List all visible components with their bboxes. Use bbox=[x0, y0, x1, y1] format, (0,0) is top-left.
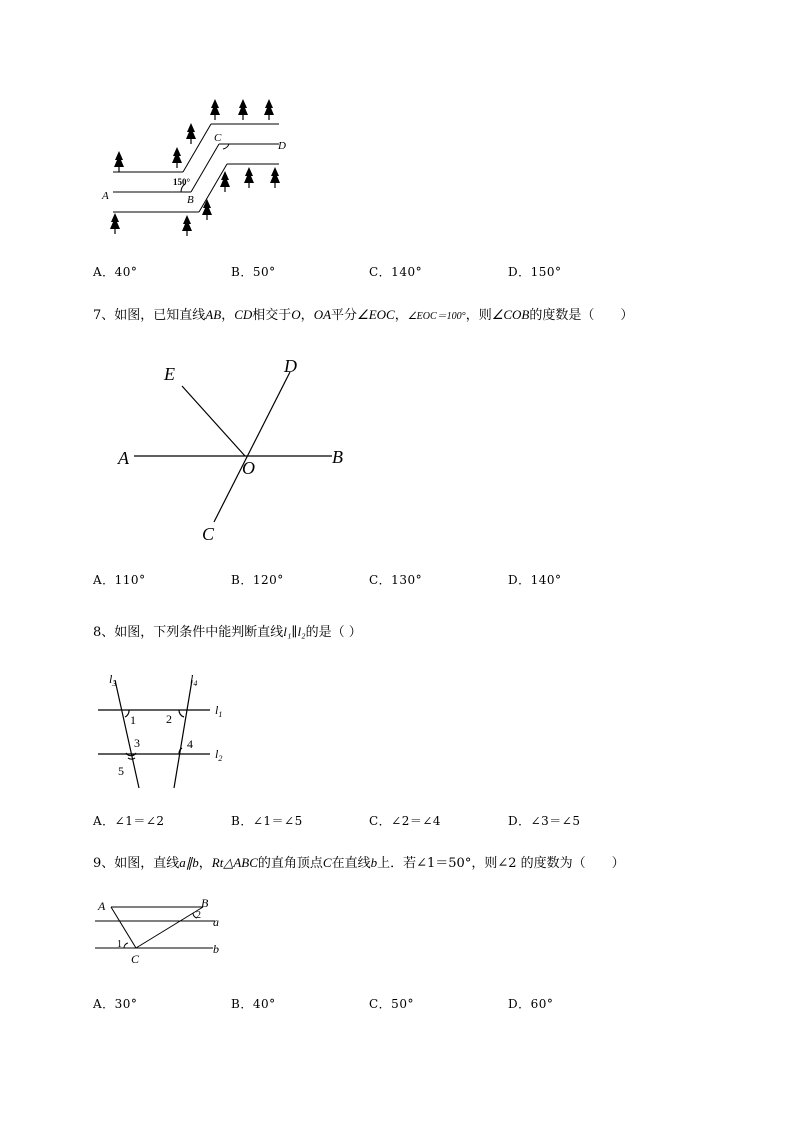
line-cd bbox=[214, 372, 290, 522]
q9-option-a[interactable]: A．30° bbox=[93, 997, 138, 1011]
q9-figure bbox=[93, 895, 233, 970]
q9-angle-2: 2 bbox=[196, 910, 201, 921]
q8-stem: 8、如图，下列条件中能判断直线l₁∥l₂的是（ ） bbox=[93, 624, 362, 640]
q8-angle-2: 2 bbox=[166, 712, 172, 726]
q7-label-a: A bbox=[118, 448, 129, 468]
q8-option-a[interactable]: A．∠1＝∠2 bbox=[93, 814, 165, 828]
q6-label-b: B bbox=[187, 194, 194, 206]
q8-angle-3: 3 bbox=[134, 736, 140, 750]
q8-option-b[interactable]: B．∠1＝∠5 bbox=[231, 814, 303, 828]
q7-label-d: D bbox=[284, 356, 297, 376]
q9-stem: 9、如图，直线a∥b，Rt△ABC的直角顶点C在直线b上．若∠1＝50°，则∠2 的度数为（ ） bbox=[93, 855, 625, 871]
q7-option-c[interactable]: C．130° bbox=[369, 573, 423, 587]
q9-option-c[interactable]: C．50° bbox=[369, 997, 414, 1011]
q6-option-d[interactable]: D．150° bbox=[508, 265, 562, 279]
q6-label-c: C bbox=[214, 132, 222, 144]
q8-option-c[interactable]: C．∠2＝∠4 bbox=[369, 814, 442, 828]
q7-figure bbox=[110, 352, 360, 552]
q8-label-l3: l bbox=[109, 672, 113, 686]
svg-text:l3: $l_3$ bbox=[109, 672, 117, 688]
svg-text:l1: $l_1$ bbox=[215, 703, 223, 719]
q7-stem: 7、如图，已知直线AB，CD相交于O，OA平分∠EOC，∠EOC＝100°，则∠COB的度数是（ ） bbox=[93, 307, 634, 323]
q9-option-b[interactable]: B．40° bbox=[231, 997, 276, 1011]
q8-label-l4: l bbox=[190, 672, 194, 686]
q7-option-a[interactable]: A．110° bbox=[93, 573, 146, 587]
q8-angle-5: 5 bbox=[118, 764, 124, 778]
q6-label-a: A bbox=[102, 190, 109, 202]
q6-option-b[interactable]: B．50° bbox=[231, 265, 276, 279]
q9-angle-1: 1 bbox=[117, 939, 122, 950]
q7-option-b[interactable]: B．120° bbox=[231, 573, 284, 587]
q7-label-o: O bbox=[242, 458, 255, 478]
q9-label-a: A bbox=[98, 899, 106, 913]
q9-label-b: B bbox=[201, 896, 209, 910]
q8-option-d[interactable]: D．∠3＝∠5 bbox=[508, 814, 581, 828]
tree-icons bbox=[110, 99, 280, 236]
q8-figure bbox=[95, 668, 245, 793]
ray-oe bbox=[182, 386, 245, 456]
q7-label-b: B bbox=[332, 447, 343, 467]
q9-option-d[interactable]: D．60° bbox=[508, 997, 554, 1011]
q8-angle-1: 1 bbox=[130, 713, 136, 727]
q8-label-l1: l bbox=[215, 703, 219, 717]
q6-label-d: D bbox=[278, 140, 286, 152]
q9-label-c: C bbox=[131, 952, 140, 966]
q6-angle-label: 150° bbox=[173, 177, 191, 187]
q6-figure bbox=[95, 95, 305, 245]
svg-text:l2: $l_2$ bbox=[215, 747, 223, 763]
q7-label-c: C bbox=[202, 524, 215, 544]
q8-angle-4: 4 bbox=[187, 737, 193, 751]
segment-ac bbox=[111, 907, 136, 948]
q7-option-d[interactable]: D．140° bbox=[508, 573, 562, 587]
q6-option-c[interactable]: C．140° bbox=[369, 265, 423, 279]
q6-option-a[interactable]: A．40° bbox=[93, 265, 138, 279]
q9-label-a-line: a bbox=[213, 915, 219, 929]
svg-text:l4: $l_4$ bbox=[190, 672, 198, 688]
q7-label-e: E bbox=[164, 364, 175, 384]
q9-label-b-line: b bbox=[213, 942, 219, 956]
line-l4 bbox=[174, 680, 192, 788]
q8-label-l2: l bbox=[215, 747, 219, 761]
